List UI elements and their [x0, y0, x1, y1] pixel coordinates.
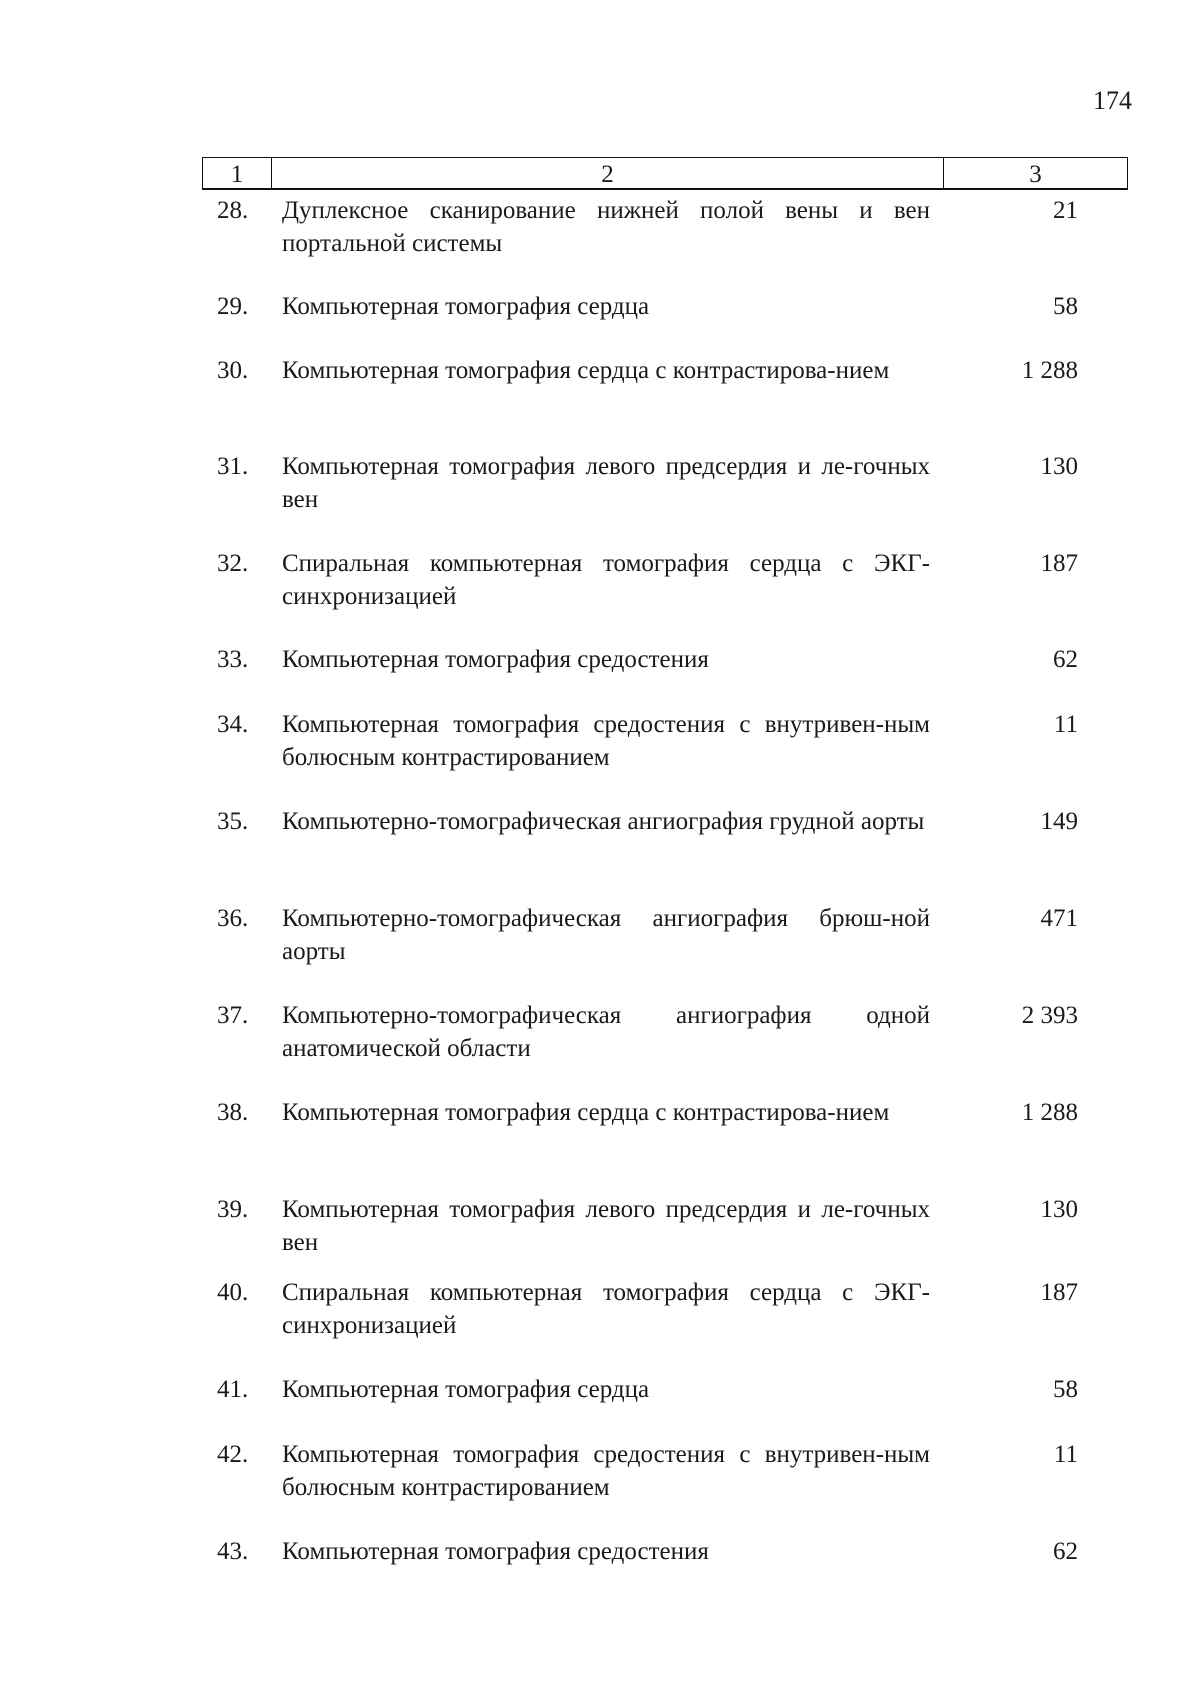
row-number: 33.: [217, 646, 249, 673]
row-value: 11: [1053, 711, 1078, 738]
row-name: Спиральная компьютерная томография сердца с ЭКГ-синхронизацией: [282, 1279, 930, 1339]
row-value: 2 393: [1021, 1002, 1078, 1029]
row-number: 28.: [217, 197, 249, 224]
row-number: 35.: [217, 808, 249, 835]
row-value: 62: [1053, 1538, 1078, 1565]
row-number: 36.: [217, 905, 249, 932]
row-name: Дуплексное сканирование нижней полой вены и вен портальной системы: [282, 197, 930, 257]
row-value: 149: [1040, 808, 1078, 835]
row-value: 187: [1040, 1279, 1078, 1306]
row-name: Компьютерная томография средостения: [282, 1538, 709, 1565]
row-number: 29.: [217, 293, 249, 320]
row-value: 130: [1040, 1196, 1078, 1223]
row-number: 30.: [217, 357, 249, 384]
row-name: Компьютерная томография левого предсердия и ле-гочных вен: [282, 1196, 930, 1256]
row-number: 32.: [217, 550, 249, 577]
row-name: Компьютерная томография сердца: [282, 1376, 650, 1403]
row-name: Компьютерно-томографическая ангиография грудной аорты: [282, 808, 925, 835]
row-number: 43.: [217, 1538, 249, 1565]
header-col-3: 3: [1029, 161, 1042, 188]
row-number: 41.: [217, 1376, 249, 1403]
row-number: 39.: [217, 1196, 249, 1223]
row-number: 40.: [217, 1279, 249, 1306]
row-number: 38.: [217, 1099, 249, 1126]
row-value: 471: [1040, 905, 1078, 932]
row-number: 31.: [217, 453, 249, 480]
row-value: 1 288: [1021, 357, 1078, 384]
services-table: [202, 157, 1128, 1565]
row-value: 21: [1053, 197, 1078, 224]
row-name: Спиральная компьютерная томография сердца с ЭКГ-синхронизацией: [282, 550, 930, 610]
row-value: 1 288: [1021, 1099, 1078, 1126]
row-value: 11: [1053, 1441, 1078, 1468]
header-col-1: 1: [203, 158, 272, 188]
table-header: [202, 157, 1128, 190]
row-name: Компьютерная томография средостения с внутривен-ным болюсным контрастированием: [282, 1441, 930, 1501]
header-col-2: 2: [272, 158, 944, 188]
row-value: 187: [1040, 550, 1078, 577]
row-name: Компьютерная томография сердца с контрастирова-нием: [282, 357, 890, 384]
row-number: 34.: [217, 711, 249, 738]
row-value: 58: [1053, 1376, 1078, 1403]
row-number: 37.: [217, 1002, 249, 1029]
row-value: 130: [1040, 453, 1078, 480]
row-number: 42.: [217, 1441, 249, 1468]
row-name: Компьютерно-томографическая ангиография одной анатомической области: [282, 1002, 930, 1062]
row-name: Компьютерно-томографическая ангиография брюш-ной аорты: [282, 905, 930, 965]
row-name: Компьютерная томография средостения: [282, 646, 709, 673]
row-name: Компьютерная томография средостения с внутривен-ным болюсным контрастированием: [282, 711, 930, 771]
row-name: Компьютерная томография сердца: [282, 293, 650, 320]
row-name: Компьютерная томография сердца с контрастирова-нием: [282, 1099, 890, 1126]
row-value: 58: [1053, 293, 1078, 320]
row-name: Компьютерная томография левого предсердия и ле-гочных вен: [282, 453, 930, 513]
page-number: 174: [1093, 86, 1132, 115]
row-value: 62: [1053, 646, 1078, 673]
